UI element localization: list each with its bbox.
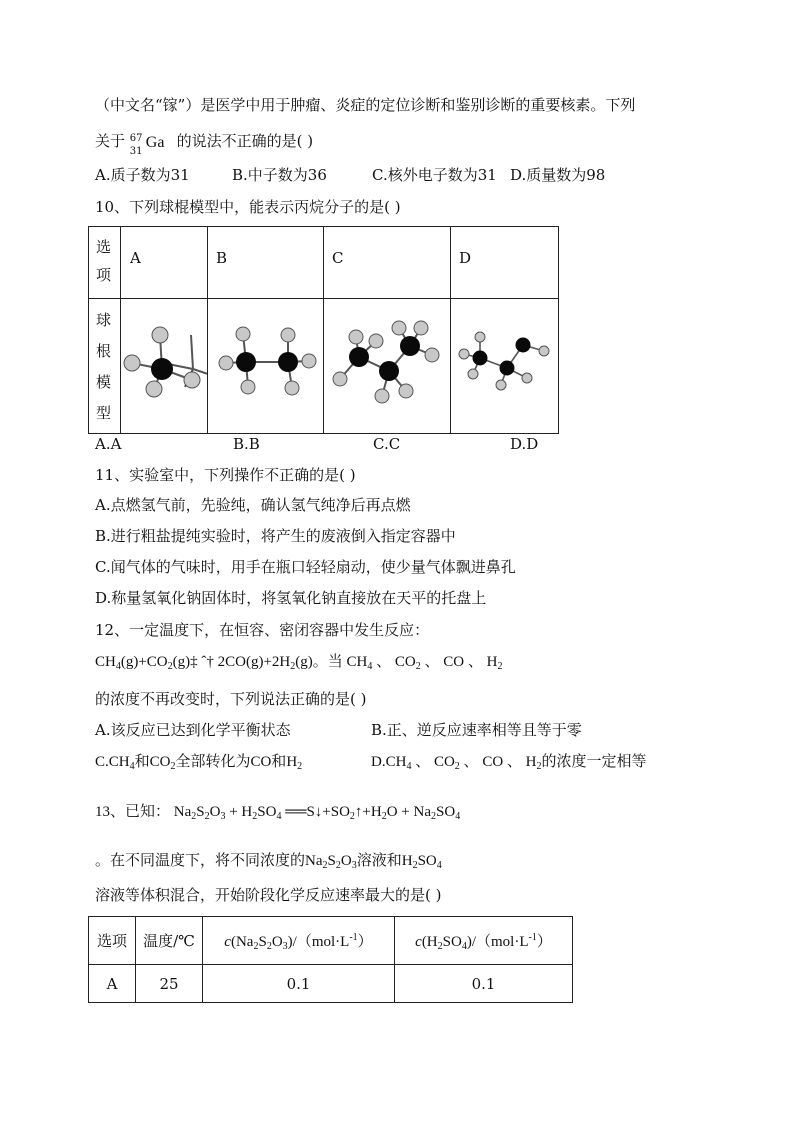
gallium-nuclide	[129, 131, 172, 157]
q13-line-3: 溶液等体积混合，开始阶段化学反应速率最大的是( )	[95, 886, 442, 904]
q10-col-a-header: A	[121, 227, 208, 299]
q13-header-na2s2o3: $c(Na_2S_2O_3)/(mol\cdot L^{-1})$	[203, 917, 395, 965]
q12-question: 12、一定温度下，在恒容、密闭容器中发生反应：	[95, 621, 430, 639]
ball-stick-model-d	[451, 299, 558, 433]
q10-row-label-option	[89, 227, 121, 299]
q10-row-label-char: 型	[96, 404, 112, 422]
intro-option-a: A.质子数为31	[95, 166, 190, 184]
q10-row-label-char: 球	[96, 311, 112, 329]
q10-row-label-char: 项	[96, 266, 112, 284]
intro-line-1: （中文名“镓”）是医学中用于肿瘤、炎症的定位诊断和鉴别诊断的重要核素。下列	[95, 96, 636, 114]
q10-model-b	[208, 299, 324, 434]
q11-option-b: B.进行粗盐提纯实验时，将产生的废液倒入指定容器中	[95, 527, 456, 545]
q10-col-b-header: B	[208, 227, 324, 299]
intro-option-b: B.中子数为36	[232, 166, 327, 184]
q12-products: $2CO(g)+2H_2(g)$	[217, 654, 313, 672]
intro-line-2-suffix: 的说法不正确的是( )	[176, 132, 314, 150]
q13-question: 13、已知： $Na_2S_2O_3 + H_2SO_4$ $══S↓+SO_2↑+H_2O + Na_2SO_4$	[95, 804, 461, 822]
intro-option-d: D.质量数为98	[510, 166, 606, 184]
q10-col-c-header: C	[324, 227, 451, 299]
q12-equation	[95, 651, 502, 673]
q12-option-c: $C.CH_4$和$CO_2$全部转化为CO和$H_2$	[95, 754, 303, 772]
q10-model-table	[88, 226, 559, 434]
q12-species-list: $CH_4$ 、 $CO_2$ 、 CO 、 $H_2$	[346, 654, 503, 672]
q13-line-2: 。在不同温度下，将不同浓度的$Na_2S_2O_3$溶液和$H_2SO_4$	[95, 853, 442, 871]
q10-row-label-char: 模	[96, 373, 112, 391]
nuclide-symbol: Ga	[145, 134, 165, 151]
q13-header-option: 选项	[89, 917, 136, 965]
q13-header-h2so4: $c(H_2SO_4)/(mol\cdot L^{-1})$	[395, 917, 573, 965]
q10-question: 10、下列球棍模型中，能表示丙烷分子的是( )	[95, 198, 401, 216]
q12-equilibrium-arrow: ‡ ˆ†	[190, 654, 214, 670]
q10-answer-b: B.B	[233, 435, 260, 453]
ball-stick-model-c	[324, 299, 450, 433]
q12-option-b: B.正、逆反应速率相等且等于零	[371, 721, 582, 739]
intro-option-c: C.核外电子数为31	[372, 166, 497, 184]
q10-model-d	[451, 299, 559, 434]
q13-cell-na2s2o3: 0.1	[203, 965, 395, 1003]
q10-row-label-model	[89, 299, 121, 434]
q12-equation-tail: 。当	[312, 654, 343, 670]
q13-equation: $Na_2S_2O_3 + H_2SO_4$ $══S↓+SO_2↑+H_2O + Na_2SO_4$	[173, 804, 461, 822]
ball-stick-model-b	[208, 299, 323, 433]
ball-stick-model-a	[121, 299, 207, 433]
q11-question: 11、实验室中，下列操作不正确的是( )	[95, 466, 356, 484]
q13-cell-h2so4: 0.1	[395, 965, 573, 1003]
q13-header-temperature: 温度/℃	[136, 917, 203, 965]
q10-row-label-char: 选	[96, 238, 112, 256]
q11-option-d: D.称量氢氧化钠固体时，将氢氧化钠直接放在天平的托盘上	[95, 589, 487, 607]
q10-model-a	[121, 299, 208, 434]
nuclide-mass: 67	[129, 133, 143, 144]
intro-line-2	[95, 130, 314, 157]
q11-option-a: A.点燃氢气前，先验纯，确认氢气纯净后再点燃	[95, 496, 411, 514]
q12-line-3: 的浓度不再改变时，下列说法正确的是( )	[95, 690, 367, 708]
q10-answer-d: D.D	[510, 435, 539, 453]
q13-data-table	[88, 916, 573, 1003]
q11-option-c: C.闻气体的气味时，用手在瓶口轻轻扇动，使少量气体飘进鼻孔	[95, 558, 516, 576]
nuclide-number: 31	[129, 146, 143, 157]
q13-cell-temperature: 25	[136, 965, 203, 1003]
q10-answer-a: A.A	[95, 435, 122, 453]
q12-reactants: $CH_4(g)+CO_2(g)$	[95, 654, 191, 672]
q10-answer-c: C.C	[373, 435, 401, 453]
q10-model-c	[324, 299, 451, 434]
q12-option-d: $D.CH_4$ 、 $CO_2$ 、 CO 、 $H_2$的浓度一定相等	[371, 754, 647, 772]
q12-option-a: A.该反应已达到化学平衡状态	[95, 721, 291, 739]
q13-cell-option: A	[89, 965, 136, 1003]
q10-row-label-char: 根	[96, 342, 112, 360]
intro-line-2-prefix: 关于	[95, 132, 126, 150]
q10-col-d-header: D	[451, 227, 559, 299]
